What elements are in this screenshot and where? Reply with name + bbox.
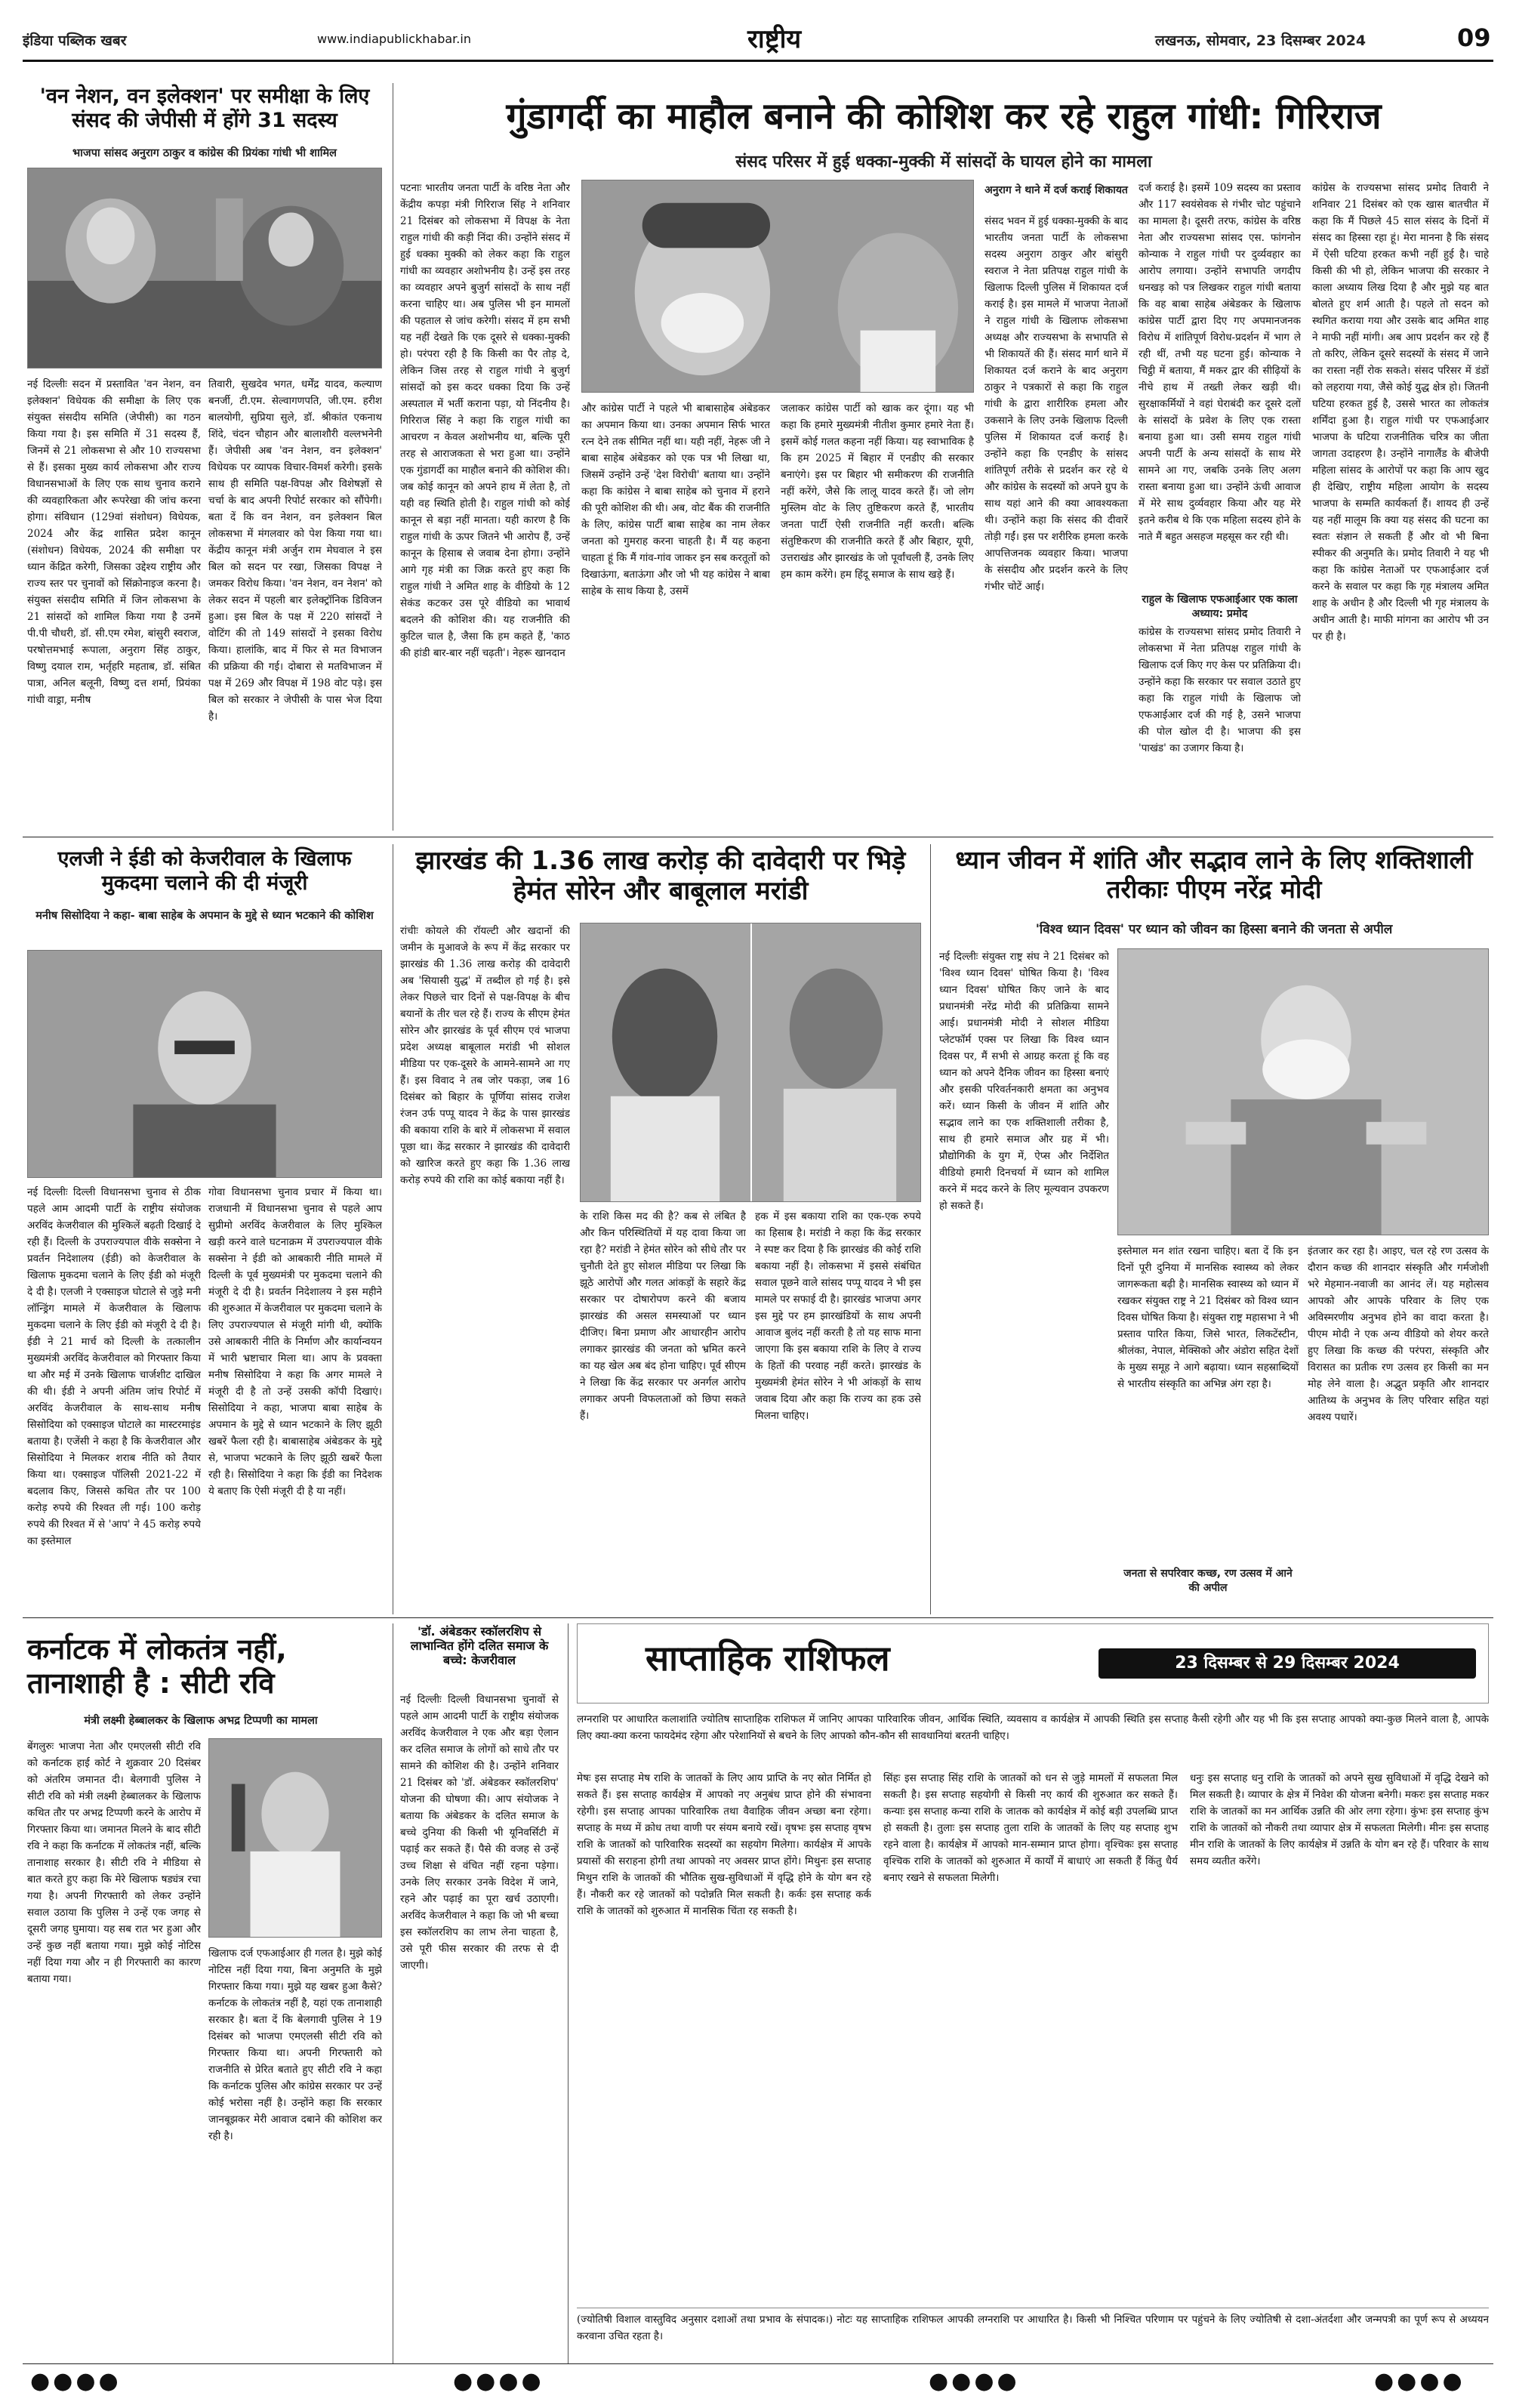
page-number: 09	[1457, 23, 1491, 52]
paper-name: इंडिया पब्लिक खबर	[23, 32, 127, 49]
story5-headline: ध्यान जीवन में शांति और सद्भाव लाने के लिए शक्तिशाली तरीकाः पीएम नरेंद्र मोदी	[955, 845, 1473, 904]
story5-side-title: जनता से सपरिवार कच्छ, रण उत्सव में आने की अपील	[1117, 1566, 1299, 1595]
footer-ornament-mid2: ●●●●	[929, 2368, 1020, 2394]
story3-headline: एलजी ने ईडी को केजरीवाल के खिलाफ मुकदमा चलाने की दी मंजूरी	[57, 847, 352, 895]
story2-sidebar2-title: राहुल के खिलाफ एफआईआर एक काला अध्याय: प्रमोद	[1142, 594, 1298, 620]
story7-col1: नई दिल्लीः दिल्ली विधानसभा चुनावों से पहले आम आदमी पार्टी के राष्ट्रीय संयोजक अरविंद केजरीवाल ने एक और बड़ा ऐलान कर दलित समाज के लोगों को साधे तौर पर सामने की कोशिश की है। उन्होंने शनिवार 21 दिसंबर को 'डॉ. अंबेडकर स्कॉलरशिप' योजना की घोषणा की। आप संयोजक ने बताया कि अंबेडकर के दलित समाज के बच्चे दुनिया की किसी भी यूनिवर्सिटी में पढ़ाई कर सकते हैं। पैसे की वजह से उन्हें उच्च शिक्षा से वंचित नहीं रहना पड़ेगा। उनके लिए सरकार उनके विदेश में जाने, रहने और पढ़ाई का पूरा खर्च उठाएगी। अरविंद केजरीवाल ने कहा कि जो भी बच्चा इस स्कॉलरशिप का लाभ लेना चाहता है, उसे पूरी फीस सरकार की तरफ से दी जाएगी।	[400, 1694, 559, 1972]
dateline: लखनऊ, सोमवार, 23 दिसम्बर 2024	[1155, 32, 1367, 49]
story3-col1: नई दिल्लीः दिल्ली विधानसभा चुनाव से ठीक पहले आम आदमी पार्टी के राष्ट्रीय संयोजक अरविंद केजरीवाल की मुश्किलें बढ़ती दिखाई दे रही हैं। दिल्ली के उपराज्यपाल वीके सक्सेना ने प्रवर्तन निदेशालय (ईडी) को केजरीवाल के खिलाफ मुकदमा चलाने के लिए ईडी को मंजूरी दे दी है। एलजी ने एक्साइज घोटाले से जुड़े मनी लॉन्ड्रिंग मामले में केजरीवाल के खिलाफ मुकदमा चलाने के लिए ईडी को मंजूरी दे दी है। ईडी ने 21 मार्च को दिल्ली के तत्कालीन मुख्यमंत्री अरविंद केजरीवाल को गिरफ्तार किया था और मई में उनके खिलाफ चार्जशीट दाखिल की थी। ईडी ने अपनी अंतिम जांच रिपोर्ट में अरविंद केजरीवाल के साथ-साथ मनीष सिसोदिया को एक्साइज घोटाले का मास्टरमाइंड बताया है। एजेंसी ने कहा है कि केजरीवाल और सिसोदिया ने मिलकर शराब नीति को तैयार किया था। एक्साइज पॉलिसी 2021-22 में बदलाव किए, जिससे कथित तौर पर 100 करोड़ रुपये की रिश्वत ली गई। 100 करोड़ रुपये की रिश्वत में से 'आप' ने 45 करोड़ रुपये का इस्तेमाल	[27, 1186, 201, 1547]
story2-col4: संसद भवन में हुई धक्का-मुक्की के बाद भारतीय जनता पार्टी के लोकसभा सदस्य अनुराग ठाकुर और बांसुरी स्वराज ने नेता प्रतिपक्ष राहुल गांधी के खिलाफ दिल्ली पुलिस में शिकायत दर्ज कराई है। इस मामले में भाजपा नेताओं ने राहुल गांधी के खिलाफ लोकसभा अध्यक्ष और राज्यसभा के सभापति से भी शिकायतें की हैं। संसद मार्ग थाने में शिकायत दर्ज कराने के बाद अनुराग ठाकुर ने पत्रकारों से कहा कि राहुल गांधी के द्वारा शारीरिक हमला और उकसाने के लिए उनके खिलाफ दिल्ली पुलिस में शिकायत दर्ज कराई है। उन्होंने कहा कि एनडीए के सांसद शांतिपूर्ण तरीके से प्रदर्शन कर रहे थे और कांग्रेस के सदस्यों को अपने ग्रुप के साथ यहां आने की क्या आवश्यकता थी। उन्होंने कहा कि संसद की दीवारें तोड़ी गईं। इस पर शरीरिक हमला करके आपत्तिजनक व्यवहार किया। भाजपा के संसदीय और प्रदर्शन करने के लिए गंभीर चोटें आई।	[984, 215, 1128, 593]
horoscope-col1: मेषः इस सप्ताह मेष राशि के जातकों के लिए आय प्राप्ति के नए स्रोत निर्मित हो सकते हैं। इस सप्ताह कार्यक्षेत्र में आपको नए अनुबंध प्राप्त होने की संभावना रहेगी। इस सप्ताह आपका पारिवारिक तथा वैवाहिक जीवन अच्छा बना रहेगा। सप्ताह के मध्य में क्रोध तथा वाणी पर संयम बनाये रखें। वृषभः इस सप्ताह वृषभ राशि के जातकों को पारिवारिक सदस्यों का सहयोग मिलेगा। कार्यक्षेत्र में आपके प्रयासों की सराहना होगी तथा आपको नए अवसर प्राप्त होंगे। मिथुनः इस सप्ताह मिथुन राशि के जातकों की भौतिक सुख-सुविधाओं में वृद्धि होने के योग बन रहे हैं। नौकरी कर रहे जातकों को पदोन्नति मिल सकती है। कर्कः इस सप्ताह कर्क राशि के जातकों को शुरुआत में मानसिक चिंता रह सकती है।	[577, 1772, 871, 1917]
story5-col2: इस्तेमाल मन शांत रखना चाहिए। बता दें कि इन दिनों पूरी दुनिया में मानसिक स्वास्थ्य को लेकर जागरूकता बढ़ी है। मानसिक स्वास्थ्य को ध्यान में रखकर संयुक्त राष्ट्र ने 21 दिसंबर को विश्व ध्यान दिवस घोषित किया है। संयुक्त राष्ट्र महासभा ने भी प्रस्ताव पारित किया, जिसे भारत, लिकटेंस्टीन, श्रीलंका, नेपाल, मेक्सिको और अंडोरा सहित देशों के मुख्य समूह ने आगे बढ़ाया। ध्यान सहस्राब्दियों से भारतीय संस्कृति का अभिन्न अंग रहा है।	[1117, 1245, 1299, 1390]
story2-col1: पटनाः भारतीय जनता पार्टी के वरिष्ठ नेता और केंद्रीय कपड़ा मंत्री गिरिराज सिंह ने शनिवार 21 दिसंबर को लोकसभा में विपक्ष के नेता राहुल गांधी की कड़ी निंदा की। उन्होंने संसद में हुई धक्का मुक्की को लेकर कहा कि राहुल गांधी का व्यवहार अशोभनीय है। उन्हें इस तरह का व्यवहार अपने बुजुर्ग सांसदों के साथ नहीं करना चाहिए था। अब पुलिस भी इन मामलों की पहताल से जांच करेगी। संसद में हम सभी यह नहीं देखते कि एक दूसरे से धक्का-मुक्की हो। परंपरा रही है कि किसी का पैर तोड़ दे, लेकिन जिस तरह से राहुल गांधी ने बुजुर्ग सांसदों को इस कदर धक्का दिया कि उन्हें अस्पताल में भर्ती कराना पड़ा, यो निंदनीय है। गिरिराज सिंह ने कहा कि राहुल गांधी का आचरण न केवल अशोभनीय था, बल्कि पूरी तरह से आराजकता से भरा हुआ था। उन्होंने एक गुंडागर्दी का माहौल बनाने की कोशिश की। जब कोई कानून को अपने हाथ में लेता है, तो यही वह स्थिति होती है। राहुल गांधी को कोई कानून से बड़ा नहीं मानता। यही कारण है कि राहुल गांधी के ऊपर जितने भी आरोप हैं, उन्हें कानून के हिसाब से जवाब देना होगा। उन्होंने आगे गृह मंत्री का जिक्र करते हुए कहा कि राहुल गांधी ने अमित शाह के वीडियो के 12 सेकंड कटकर उस पूरे वीडियो का भावार्थ बदलने की कोशिश की। यह राजनीति की कुटिल चाल है, जैसा कि हम कहते हैं, 'काठ की हांडी बार-बार नहीं चढ़ती'। नेहरू खानदान	[400, 182, 570, 659]
story2-subhead: संसद परिसर में हुई धक्का-मुक्की में सांसदों के घायल होने का मामला	[735, 153, 1152, 171]
footer-ornament-left: ●●●●	[30, 2368, 122, 2394]
story2-col5: दर्ज कराई है। इसमें 109 सदस्य का प्रस्ताव और 117 स्वयंसेवक से गंभीर चोट पहुंचाने का मामला है। दूसरी तरफ, कांग्रेस के वरिष्ठ नेता और राज्यसभा सांसद एस. फांगनोन कोन्याक ने राहुल गांधी पर दुर्व्यवहार का आरोप लगाया। उन्होंने सभापति जगदीप धनखड़ को पत्र लिखकर राहुल गांधी बताया कि वह बाबा साहेब अंबेडकर के खिलाफ कांग्रेस पार्टी द्वारा दिए गए अपमानजनक विरोध में शांतिपूर्ण विरोध-प्रदर्शन में भाग ले रही थीं, तभी यह घटना हुई। कोन्याक ने चिट्ठी में बताया, मैं मकर द्वार की सीढ़ियों के नीचे हाथ में तख्ती लेकर खड़ी थी। सुरक्षाकर्मियों ने वहां घेराबंदी कर दूसरे दलों के सांसदों के प्रवेश के लिए एक रास्ता बनाया हुआ था। उसी समय राहुल गांधी अपनी पार्टी के अन्य सांसदों के साथ मेरे सामने आ गए, जबकि उनके लिए अलग रास्ता बनाया हुआ था। उन्होंने ऊंची आवाज में मेरे साथ दुर्व्यवहार किया और यह मेरे इतने करीब थे कि एक महिला सदस्य होने के नाते मैं बहुत असहज महसूस कर रही थी।	[1139, 182, 1301, 543]
story5-subhead: 'विश्व ध्यान दिवस' पर ध्यान को जीवन का हिस्सा बनाने की जनता से अपील	[1035, 922, 1393, 937]
pm-modi-photo	[1117, 948, 1489, 1235]
horoscope-footer: (ज्योतिषी विशाल वास्तुविद अनुसार दशाओं तथा प्रभाव के संपादक।) नोटः यह साप्ताहिक राशिफल आपकी लग्नराशि पर आधारित है। किसी भी निश्चित परिणाम पर पहुंचने के लिए ज्योतिषी से दशा-अंतर्दशा और जन्मपत्री का पूर्ण रूप से अध्ययन करवाना उचित रहता है।	[577, 2308, 1489, 2357]
parliament-photo	[27, 168, 382, 368]
story2-col3: जलाकर कांग्रेस पार्टी को खाक कर दूंगा। यह भी कहा कि हमारे मुख्यमंत्री नीतीश कुमार हमारे नेता हैं। इसमें कोई गलत कहना नहीं किया। यह स्वाभाविक है कि हम 2025 में बिहार में एनडीए की सरकार बनाएंगे। इस पर बिहार भी समीकरण की राजनीति नहीं करेंगे, जैसे कि लालू यादव करते हैं। जो लोग मुस्लिम वोट के लिए तुष्टिकरण करते हैं, भारतीय जनता पार्टी ऐसी राजनीति नहीं करती। बल्कि संतुष्टिकरण की राजनीति करते हैं और बिहार, यूपी, उत्तराखंड और झारखंड के जो पूर्वांचली हैं, उनके लिए हम काम करेंगे। हम हिंदू समाज के साथ खड़े हैं।	[781, 402, 974, 581]
story6-subhead: मंत्री लक्ष्मी हेब्बालकर के खिलाफ अभद्र टिप्पणी का मामला	[84, 1715, 318, 1727]
horoscope-col2: सिंहः इस सप्ताह सिंह राशि के जातकों को धन से जुड़े मामलों में सफलता मिल सकती है। इस सप्ताह सहयोगी से किसी नए कार्य की शुरुआत कर सकते हैं। कन्याः इस सप्ताह कन्या राशि के जातक को कार्यक्षेत्र में कोई बड़ी उपलब्धि प्राप्त हो सकती है। तुलाः इस सप्ताह तुला राशि के जातकों के लिए यह सप्ताह शुभ रहने वाला है। कार्यक्षेत्र में आपको मान-सम्मान प्राप्त होगा। वृश्चिकः इस सप्ताह वृश्चिक राशि के जातकों को शुरुआत में कार्यों में बाधाएं आ सकती हैं किंतु धैर्य बनाए रखने से सफलता मिलेगी।	[883, 1772, 1178, 1884]
story4-col1: रांचीः कोयले की रॉयल्टी और खदानों की जमीन के मुआवजे के रूप में केंद्र सरकार पर झारखंड की 1.36 लाख करोड़ की दावेदारी अब 'सियासी युद्ध' में तब्दील हो गई है। इसे लेकर पिछले चार दिनों से पक्ष-विपक्ष के बीच बयानों के तीर चल रहे हैं। राज्य के सीएम हेमंत सोरेन और झारखंड के पूर्व सीएम एवं भाजपा प्रदेश अध्यक्ष बाबूलाल मरांडी भी सोशल मीडिया पर एक-दूसरे के आमने-सामने आ गए हैं। इस विवाद ने तब जोर पकड़ा, जब 16 दिसंबर को बिहार के पूर्णिया सांसद राजेश रंजन उर्फ पप्पू यादव ने केंद्र के पास झारखंड की बकाया राशि के बारे में लोकसभा में सवाल पूछा था। केंद्र सरकार ने झारखंड की दावेदारी को खारिज करते हुए कहा कि 1.36 लाख करोड़ रुपये की राशि का कोई बकाया नहीं है।	[400, 925, 570, 1186]
story2-col5b: कांग्रेस के राज्यसभा सांसद प्रमोद तिवारी ने लोकसभा में नेता प्रतिपक्ष राहुल गांधी के खिलाफ दर्ज किए गए केस पर प्रतिक्रिया दी। उन्होंने कहा कि सरकार पर सवाल उठाते हुए कहा कि राहुल गांधी के खिलाफ जो एफआईआर दर्ज की गई है, उसने भाजपा की पोल खोल दी है। भाजपा की इस 'पाखंड' का उजागर किया है।	[1139, 626, 1301, 754]
footer-ornament-mid1: ●●●●	[453, 2368, 544, 2394]
masthead	[23, 23, 1493, 62]
story2-sidebar-title: अनुराग ने थाने में दर्ज कराई शिकायत	[984, 184, 1128, 196]
horoscope-banner	[577, 1623, 1489, 1703]
story4-col3: हक में इस बकाया राशि का एक-एक रुपये का हिसाब है। मरांडी ने कहा कि केंद्र सरकार ने स्पष्ट कर दिया है कि झारखंड की कोई राशि बकाया नहीं है। लोकसभा में इससे संबंधित सवाल पूछने वाले सांसद पप्पू यादव ने भी इस मामले पर सफाई दी है। झारखंड भाजपा अगर इस मुद्दे पर हम झारखंडियों के साथ अपनी आवाज बुलंद नहीं करती है तो यह साफ माना जाएगा कि इस बकाया राशि के लिए वे राज्य के हितों की परवाह नहीं करते। झारखंड के मुख्यमंत्री हेमंत सोरेन ने भी आंकड़ों के साथ जवाब दिया और कहा कि राज्य का हक उसे मिलना चाहिए।	[755, 1210, 921, 1422]
footer-ornament-right: ●●●●	[1374, 2368, 1465, 2394]
story3-col2: गोवा विधानसभा चुनाव प्रचार में किया था। राजधानी में विधानसभा चुनाव से पहले आप सुप्रीमो अरविंद केजरीवाल के लिए मुश्किल खड़ी करने वाले घटनाक्रम में उपराज्यपाल वीके सक्सेना ने ईडी को आबकारी नीति मामले में दिल्ली के पूर्व मुख्यमंत्री पर मुकदमा चलाने की मंजूरी दे दी है। प्रवर्तन निदेशालय ने इस महीने की शुरुआत में केजरीवाल पर मुकदमा चलाने के लिए उपराज्यपाल से मंजूरी मांगी थी, क्योंकि उसे आबकारी नीति के निर्माण और कार्यान्वयन में भारी भ्रष्टाचार मिला था। आप के प्रवक्ता मनीष सिसोदिया ने कहा कि अगर मामले ने मंजूरी दी है तो उन्हें उसकी कॉपी दिखाएं। सिसोदिया ने कहा, भाजपा बाबा साहेब के अपमान के मुद्दे से ध्यान भटकाने के लिए झूठी खबरें फैला रही है। बाबासाहेब अंबेडकर के मुद्दे से, भाजपा भटकाने के लिए झूठी खबरें फैला रही है। सिसोदिया ने कहा कि ईडी का निदेशक ये बताए कि ऐसी मंजूरी दी है या नहीं।	[208, 1186, 382, 1497]
story3-subhead: मनीष सिसोदिया ने कहा- बाबा साहेब के अपमान के मुद्दे से ध्यान भटकाने की कोशिश	[35, 910, 374, 922]
soren-marandi-photo	[580, 923, 921, 1202]
story1-col2: तिवारी, सुखदेव भगत, धर्मेंद्र यादव, कल्याण बनर्जी, टी.एम. सेल्वागणपति, जी.एम. हरीश बालयोगी, सुप्रिया सुले, डॉ. श्रीकांत एकनाथ शिंदे, चंदन चौहान और बालाशौरी वल्लभनेनी हैं। जेपीसी अब 'वन नेशन, वन इलेक्शन' विधेयक पर व्यापक विचार-विमर्श करेगी। इसके साथ ही समिति पक्ष-विपक्ष और विशेषज्ञों से चर्चा के बाद अपनी रिपोर्ट सरकार को सौंपेगी। बता दें कि वन नेशन, वन इलेक्शन बिल लोकसभा में मंगलवार को पेश किया गया था। केंद्रीय कानून मंत्री अर्जुन राम मेघवाल ने इस बिल को सदन पर रखा, जिसका विपक्ष ने जमकर विरोध किया। 'वन नेशन, वन नेशन' को लेकर सदन में पहली बार इलेक्ट्रॉनिक डिविजन हुआ। इस बिल के पक्ष में 220 सांसदों ने वोटिंग की तो 149 सांसदों ने इसका विरोध किया। हालांकि, बाद में फिर से मत विभाजन की प्रक्रिया की गई। दोबारा से मतविभाजन में पक्ष में 269 और विपक्ष में 198 वोट पड़े। इस बिल को सरकार ने जेपीसी के पास भेज दिया है।	[208, 378, 382, 723]
story4-headline: झारखंड की 1.36 लाख करोड़ की दावेदारी पर भिड़े हेमंत सोरेन और बाबूलाल मरांडी	[415, 846, 906, 907]
story6-col2: खिलाफ दर्ज एफआईआर ही गलत है। मुझे कोई नोटिस नहीं दिया गया, बिना अनुमति के मुझे गिरफ्तार किया गया। मुझे यह खबर हुआ कैसे? कर्नाटक के लोकतंत्र नहीं है, यहां एक तानाशाही सरकार है। बता दें कि बेलगावी पुलिस ने 19 दिसंबर को भाजपा एमएलसी सीटी रवि को गिरफ्तार किया था। अपनी गिरफ्तारी को राजनीति से प्रेरित बताते हुए सीटी रवि ने कहा कि कर्नाटक पुलिस और कांग्रेस सरकार पर उन्हें कोई भरोसा नहीं है। उन्होंने कहा कि सरकार जानबूझकर मेरी आवाज दबाने की कोशिश कर रही है।	[208, 1947, 382, 2142]
giriraj-singh-photo	[581, 180, 974, 393]
story5-col3: इंतजार कर रहा है। आइए, चल रहे रण उत्सव के दौरान कच्छ की शानदार संस्कृति और गर्मजोशी भरे मेहमान-नवाजी का आनंद लें। यह महोत्सव आपको और आपके परिवार के लिए एक अविस्मरणीय अनुभव होने का वादा करता है। पीएम मोदी ने एक अन्य वीडियो को शेयर करते हुए लिखा कि कच्छ की परंपरा, संस्कृति और विरासत का प्रतीक रण उत्सव हर किसी का मन मोह लेने वाला है। अद्भुत प्रकृति और शानदार आतिथ्य के अनुभव के लिए परिवार सहित यहां अवश्य पधारें।	[1308, 1245, 1489, 1423]
horoscope-col3: धनुः इस सप्ताह धनु राशि के जातकों को अपने सुख सुविधाओं में वृद्धि देखने को मिल सकती है। व्यापार के क्षेत्र में निवेश की योजना बनेगी। मकरः इस सप्ताह मकर राशि के जातकों का मन आर्थिक उन्नति की ओर लगा रहेगा। कुंभः इस सप्ताह कुंभ राशि के जातकों को नौकरी तथा व्यापार क्षेत्र में सफलता मिलेगी। मीनः इस सप्ताह मीन राशि के जातकों के लिए कार्यक्षेत्र में उन्नति के योग बन रहे हैं। परिवार के साथ समय व्यतीत करेंगे।	[1190, 1772, 1489, 1867]
ct-ravi-photo	[208, 1738, 382, 1938]
website-link[interactable]: www.indiapublickhabar.in	[317, 32, 471, 46]
story2-col6: कांग्रेस के राज्यसभा सांसद प्रमोद तिवारी ने शनिवार 21 दिसंबर को एक खास बातचीत में कहा कि मैं पिछले 45 साल संसद के दिनों में संसद का हिस्सा रहा हूं। मेरा मानना है कि संसद में ऐसी घटिया हरकत कभी नहीं हुई है। चाहे किसी की भी हो, लेकिन भाजपा की सरकार ने काला अध्याय लिख दिया है और मुझे यह बात बोलते हुए शर्म आती है। पहले तो सदन को स्थगित कराया गया और उसके बाद अमित शाह ने माफी नहीं मांगी। अब आप प्रदर्शन कर रहे हैं तो करिए, लेकिन दूसरे सदस्यों के संसद में जाने का रास्ता नहीं रोक सकते। संसद परिसर में डंडों को लहराया गया, जैसे कोई युद्ध क्षेत्र हो। जितनी घटिया हरकत हुई है, उससे भारत का लोकतंत्र शर्मिंदा हुआ है। राहुल गांधी पर एफआईआर भाजपा के घटिया राजनीतिक चरित्र का जीता जागता उदाहरण है। उन्होंने नागालैंड के बीजेपी महिला सांसद के आरोपों पर कहा कि आप खुद ही देखिए, राष्ट्रीय महिला आयोग के सदस्य भाजपा के सम्मति कार्यकर्ता हैं। शायद ही उन्हें यह नहीं मालूम कि क्या यह संसद की घटना का स्वतः संज्ञान ले सकती हैं और वो भी बिना स्पीकर की अनुमति के। प्रमोद तिवारी ने यह भी कहा कि कांग्रेस नेताओं पर एफआईआर दर्ज करने के सवाल पर कहा कि गृह मंत्रालय अमित शाह के अधीन है और दिल्ली भी गृह मंत्रालय के अधीन आती है। माफी मांगना का आरोप भी उन पर ही है।	[1312, 182, 1489, 643]
story1-col1: नई दिल्लीः सदन में प्रस्तावित 'वन नेशन, वन इलेक्शन' विधेयक की समीक्षा के लिए एक संयुक्त संसदीय समिति (जेपीसी) का गठन किया गया है। इस समिति में 31 सदस्य हैं, जिनमें से 21 लोकसभा से और 10 राज्यसभा से हैं। इसका मुख्य कार्य लोकसभा और राज्य विधानसभाओं के लिए एक साथ चुनाव कराने की व्यवहारिकता और रूपरेखा की जांच करना होगा। संविधान (129वां संशोधन) विधेयक, 2024 और केंद्र शासित प्रदेश कानून (संशोधन) विधेयक, 2024 की समीक्षा पर ध्यान केंद्रित करेगी, जिसका उद्देश्य राष्ट्रीय और राज्य स्तर पर चुनावों को सिंक्रोनाइज करना है। संयुक्त संसदीय समिति में जिन लोकसभा के 21 सांसदों को शामिल किया गया है उनमें पी.पी चौधरी, डॉ. सी.एम रमेश, बांसुरी स्वराज, परषोत्तमभाई रूपाला, अनुराग सिंह ठाकुर, विष्णु दयाल राम, भर्तृहरि महताब, डॉ. संबित पात्रा, अनिल बलूनी, विष्णु दत्त शर्मा, प्रियंका गांधी वाड्रा, मनीष	[27, 378, 201, 706]
story2-col2: और कांग्रेस पार्टी ने पहले भी बाबासाहेब अंबेडकर का अपमान किया था। उनका अपमान सिर्फ भारत रत्न देने तक सीमित नहीं था। यही नहीं, नेहरू जी ने बाबा साहेब अंबेडकर को एक पत्र भी लिखा था, जिसमें उन्होंने उन्हें 'देश विरोधी' बताया था। उन्होंने कहा कि कांग्रेस ने बाबा साहेब को चुनाव में हराने की पूरी कोशिश की थी। अब, वोट बैंक की राजनीति के लिए, कांग्रेस पार्टी बाबा साहेब का नाम लेकर जनता को गुमराह करना चाहती है। मैं यह कहना चाहता हूं कि मैं गांव-गांव जाकर इन सब करतूतों को दिखाऊंगा, बताऊंगा और जो भी यह कांग्रेस ने बाबा साहेब के साथ किया है, उसमें	[581, 402, 770, 597]
horoscope-title: साप्ताहिक राशिफल	[646, 1638, 890, 1679]
story4-col2: के राशि किस मद की है? कब से लंबित है और किन परिस्थितियों में यह दावा किया जा रहा है? मरांडी ने हेमंत सोरेन को सीधे तौर पर चुनौती देते हुए सोशल मीडिया पर लिखा कि झूठे आरोपों और गलत आंकड़ों के सहारे केंद्र सरकार पर दोषारोपण करने की बजाय झारखंड की असल समस्याओं पर ध्यान दीजिए। बिना प्रमाण और आधारहीन आरोप लगाकर झारखंड की जनता को भ्रमित करने का यह खेल अब बंद होना चाहिए। पूर्व सीएम ने लिखा कि केंद्र सरकार पर अनर्गल आरोप लगाकर अपनी विफलताओं को छिपा सकते हैं।	[580, 1210, 746, 1422]
story5-col1: नई दिल्लीः संयुक्त राष्ट्र संघ ने 21 दिसंबर को 'विश्व ध्यान दिवस' घोषित किया है। 'विश्व ध्यान दिवस' घोषित किए जाने के बाद प्रधानमंत्री नरेंद्र मोदी की प्रतिक्रिया सामने आई। प्रधानमंत्री मोदी ने सोशल मीडिया प्लेटफॉर्म एक्स पर लिखा कि विश्व ध्यान दिवस पर, मैं सभी से आग्रह करता हूं कि वह ध्यान को अपने दैनिक जीवन का हिस्सा बनाएं और इसकी परिवर्तनकारी क्षमता का अनुभव करें। ध्यान किसी के जीवन में शांति और सद्भाव लाने का एक शक्तिशाली तरीका है, साथ ही हमारे समाज और ग्रह में भी। प्रौद्योगिकी के युग में, ऐप्स और निर्देशित वीडियो हमारी दिनचर्या में ध्यान को शामिल करने में मदद करने के लिए मूल्यवान उपकरण हो सकते हैं।	[939, 951, 1109, 1212]
kejriwal-photo	[27, 950, 382, 1178]
story6-col1: बेंगलुरुः भाजपा नेता और एमएलसी सीटी रवि को कर्नाटक हाई कोर्ट ने शुक्रवार 20 दिसंबर को अंतरिम जमानत दी। बेलगावी पुलिस ने सीटी रवि को मंत्री लक्ष्मी हेब्बालकर के खिलाफ कथित तौर पर अभद्र टिप्पणी करने के आरोप में गिरफ्तार किया था। जमानत मिलने के बाद सीटी रवि ने कहा कि कर्नाटक में लोकतंत्र नहीं, बल्कि तानाशाह सरकार है। सीटी रवि ने मीडिया से बात करते हुए कहा कि मेरे खिलाफ षड्यंत्र रचा गया है। अपनी गिरफ्तारी को लेकर उन्होंने सवाल उठाया कि पुलिस ने उन्हें एक जगह से दूसरी जगह घुमाया। यह सब रात भर हुआ और उन्हें कुछ नहीं बताया गया। मुझे कोई नोटिस नहीं दिया गया और न ही गिरफ्तारी का कारण बताया गया।	[27, 1740, 201, 1985]
story6-headline: कर्नाटक में लोकतंत्र नहीं, तानाशाही है : सीटी रवि	[27, 1633, 287, 1700]
horoscope-dates: 23 दिसम्बर से 29 दिसम्बर 2024	[1098, 1648, 1476, 1679]
story1-subhead: भाजपा सांसद अनुराग ठाकुर व कांग्रेस की प्रियंका गांधी भी शामिल	[72, 147, 337, 159]
story7-headline: 'डॉ. अंबेडकर स्कॉलरशिप से लाभान्वित होंगे दलित समाज के बच्चे: केजरीवाल	[410, 1624, 549, 1667]
horoscope-intro: लग्नराशि पर आधारित कलाशांति ज्योतिष साप्ताहिक राशिफल में जानिए आपका पारिवारिक जीवन, आर्थिक स्थिति, व्यवसाय व कार्यक्षेत्र में आपकी स्थिति इस सप्ताह कैसी रहेगी और यह भी कि इस सप्ताह आपको क्या-कुछ मिलने वाला है, आपके लिए क्या-क्या करना फायदेमंद रहेगा और परेशानियों से बचने के लिए आपको कौन-कौन सी सावधानियां बरतनी चाहिए।	[577, 1713, 1489, 1742]
story1-headline: 'वन नेशन, वन इलेक्शन' पर समीक्षा के लिए संसद की जेपीसी में होंगे 31 सदस्य	[39, 85, 370, 132]
section-title: राष्ट्रीय	[747, 24, 802, 54]
story2-headline: गुंडागर्दी का माहौल बनाने की कोशिश कर रहे राहुल गांधी: गिरिराज	[506, 95, 1382, 137]
